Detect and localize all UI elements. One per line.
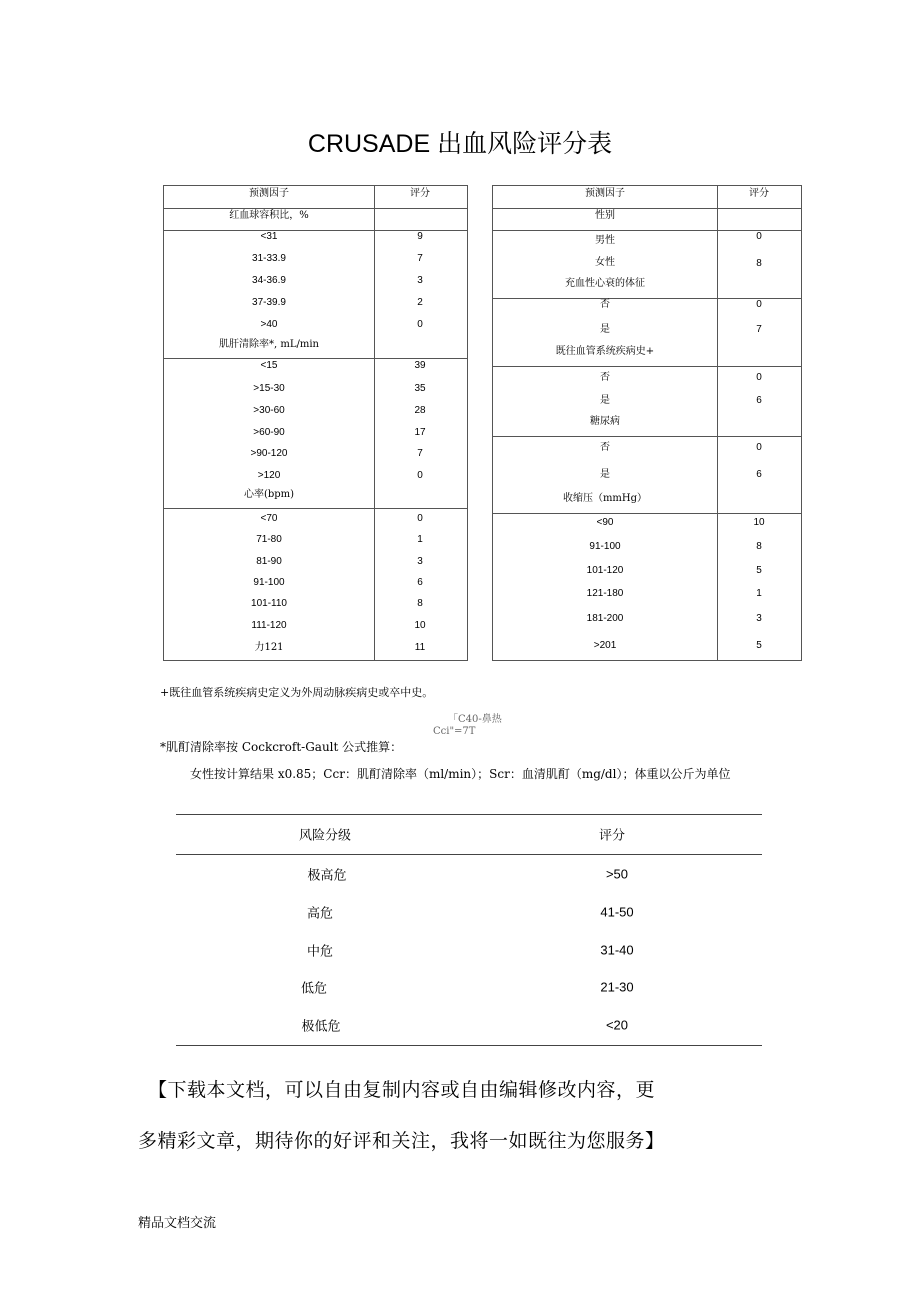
row-score: 7 [417,253,423,264]
row-score: 6 [756,469,762,480]
row-value: >60-90 [253,427,285,438]
risk-level: 低危 [300,981,328,997]
row-value: 81-90 [256,556,282,567]
risk-score: 31-40 [600,942,634,958]
row-score: 11 [414,642,426,653]
risk-header-score: 评分 [598,828,626,844]
row-score: 0 [417,319,423,330]
row-score: 0 [756,442,762,453]
section-sex: 性别 [595,210,615,221]
left-score-table [163,185,468,661]
row-value: 101-110 [251,598,287,609]
row-score: 1 [417,534,423,545]
section-heart-failure: 充血性心衰的体征 [565,278,645,289]
row-score: 9 [417,231,423,242]
risk-header-level: 风险分级 [298,828,352,844]
row-value: 101-120 [586,565,624,576]
row-score: 10 [414,620,426,631]
header-factor: 预测因子 [249,188,289,199]
risk-score: 41-50 [600,904,634,920]
section-creatinine-clearance: 肌肝清除率*, mL/min [219,339,319,350]
page-title: CRUSADE 出血风险评分表 [307,130,613,158]
row-value: 是 [600,469,610,480]
row-value: 91-100 [253,577,285,588]
row-value: 否 [600,442,610,453]
row-value: 男性 [595,235,615,246]
section-header-row [493,414,801,437]
row-value: >15-30 [253,383,285,394]
row-value: 37-39.9 [252,297,286,308]
row-score: 3 [756,613,762,624]
risk-score: <20 [605,1017,629,1033]
row-score: 17 [414,427,426,438]
row-value: 121-180 [586,588,624,599]
row-value: 91-100 [589,541,621,552]
column-divider [374,186,375,660]
footer-text: 精品文档交流 [138,1216,217,1231]
row-score: 7 [756,324,762,335]
row-value: >201 [593,640,617,651]
section-header-row [493,276,801,299]
section-systolic-bp: 收缩压（mmHg） [562,493,648,504]
section-header-row [164,208,467,231]
row-value: 111-120 [251,620,287,631]
row-score: 5 [756,565,762,576]
row-score: 0 [756,299,762,310]
row-score: 2 [417,297,423,308]
risk-table-bottom-rule [176,1045,762,1046]
row-score: 28 [414,405,426,416]
row-score: 3 [417,275,423,286]
row-value: >120 [257,470,281,481]
row-score: 39 [414,360,426,371]
header-factor: 预测因子 [585,188,625,199]
section-header-row [164,486,467,509]
row-score: 8 [417,598,423,609]
row-value: 71-80 [256,534,282,545]
formula-line-1: 「C40-鼻热 [448,714,502,725]
risk-table-header-rule [176,854,762,855]
row-score: 0 [756,231,762,242]
row-score: 3 [417,556,423,567]
formula-detail-note: 女性按计算结果 x0.85；Ccr：肌酊清除率（ml/min）；Scr：血清肌酊（mg/dl）；体重以公斤为单位 [190,767,731,781]
section-header-row [493,208,801,231]
promo-line-1: 【下载本文档，可以自由复制内容或自由编辑修改内容，更 [148,1079,656,1101]
row-value: >40 [260,319,278,330]
section-diabetes: 糖尿病 [590,416,620,427]
risk-score: 21-30 [600,979,634,995]
cockcroft-note: *肌酊清除率按 Cockcroft-Gault 公式推算： [160,740,403,754]
risk-level: 高危 [306,906,334,922]
row-value: <31 [260,231,278,242]
right-score-table [492,185,802,661]
formula-line-2: Cci"=7T [433,726,476,737]
row-score: 0 [756,372,762,383]
row-score: 0 [417,470,423,481]
row-score: 8 [756,258,762,269]
row-score: 6 [756,395,762,406]
row-value: <15 [260,360,278,371]
row-score: 35 [414,383,426,394]
header-score: 评分 [749,188,769,199]
row-value: 否 [600,299,610,310]
risk-table-top-rule [176,814,762,815]
row-value: 181-200 [586,613,624,624]
row-score: 1 [756,588,762,599]
row-value: 力121 [254,642,284,653]
row-value: 31-33.9 [252,253,286,264]
promo-line-2: 多精彩文章，期待你的好评和关注，我将一如既往为您服务】 [138,1130,665,1152]
vascular-history-note: +既往血管系统疾病史定义为外周动脉疾病史或卒中史。 [160,686,434,699]
row-score: 8 [756,541,762,552]
risk-level: 中危 [306,944,334,960]
risk-score: >50 [605,866,629,882]
section-vascular-history: 既往血管系统疾病史+ [555,346,655,357]
row-score: 5 [756,640,762,651]
row-value: <90 [596,517,614,528]
risk-level: 极低危 [301,1019,341,1035]
section-heart-rate: 心率(bpm) [243,489,295,500]
row-score: 10 [753,517,765,528]
header-score: 评分 [410,188,430,199]
row-value: 是 [600,324,610,335]
row-value: 否 [600,372,610,383]
section-hematocrit: 红血球容积比，% [229,210,309,221]
row-value: 34-36.9 [252,275,286,286]
row-value: >30-60 [253,405,285,416]
row-value: <70 [260,513,278,524]
row-value: 是 [600,395,610,406]
row-value: 女性 [595,257,615,268]
row-score: 0 [417,513,423,524]
risk-level: 极高危 [307,868,347,884]
row-score: 7 [417,448,423,459]
row-score: 6 [417,577,423,588]
row-value: >90-120 [250,448,288,459]
